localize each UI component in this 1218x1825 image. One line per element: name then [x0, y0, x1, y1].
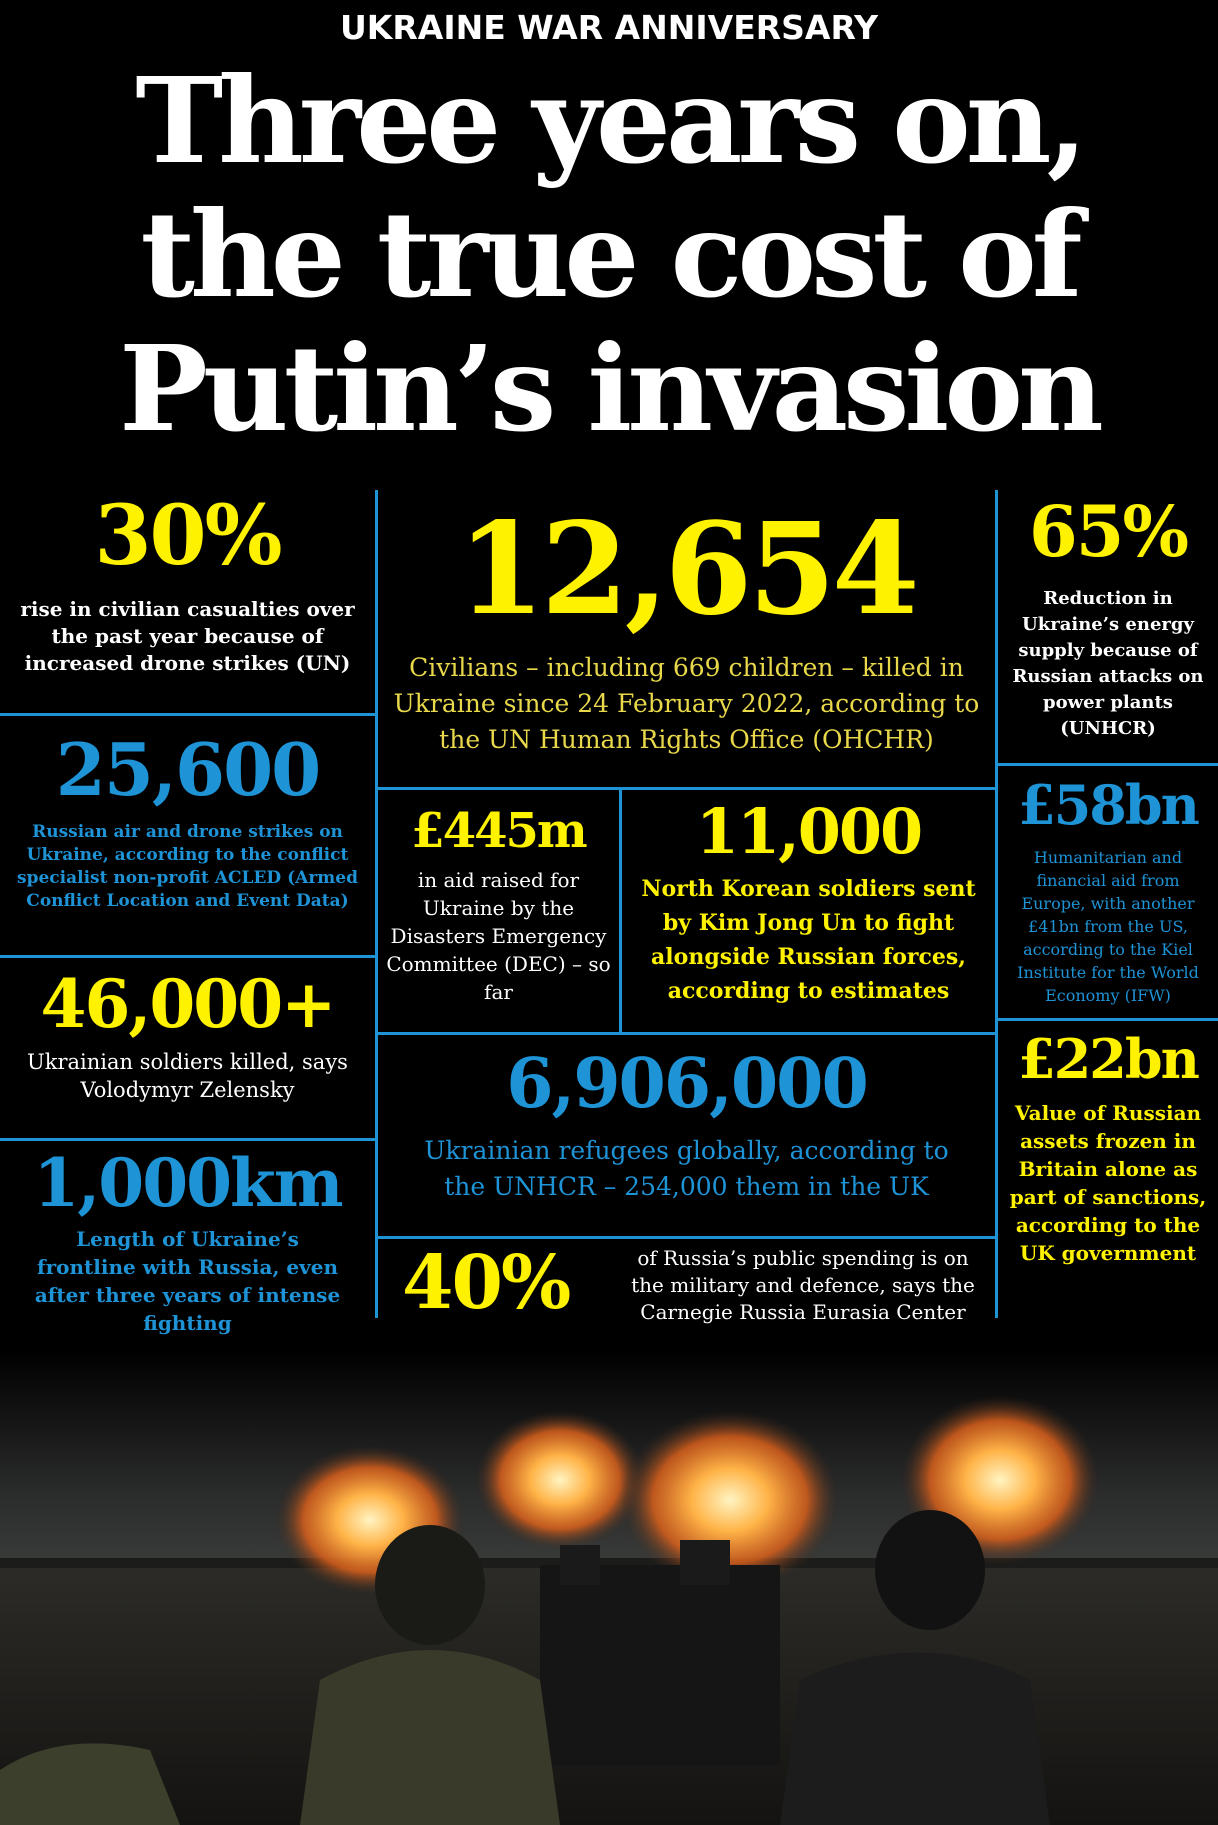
stat-value: 40%	[402, 1240, 570, 1326]
stat-text: Russian air and drone strikes on Ukraine, according to the conflict specialist non-profit ACLED (Armed Conflict Location and Event Data)	[17, 822, 358, 911]
stat-text: Ukrainian refugees globally, according to the UNHCR – 254,000 them in the UK	[424, 1136, 949, 1201]
headline-line-1: Three years on,	[135, 51, 1083, 190]
stat-value: 30%	[94, 488, 281, 584]
stat-frontline-length	[0, 1141, 375, 1337]
stat-value: 12,654	[457, 495, 916, 643]
stat-value: 6,906,000	[506, 1044, 867, 1124]
headline-line-3: Putin’s invasion	[119, 319, 1099, 458]
stat-civilians-killed	[378, 490, 995, 758]
stat-text: of Russia’s public spending is on the military and defence, says the Carnegie Russia Eurasia Center	[631, 1246, 975, 1324]
headline-line-2: the true cost of	[140, 185, 1078, 324]
stat-value: 25,600	[55, 727, 320, 812]
artillery-photo	[0, 1350, 1218, 1825]
stat-text: Value of Russian assets frozen in Britain alone as part of sanctions, according to the UK government	[1009, 1101, 1207, 1265]
stat-air-strikes	[0, 716, 375, 913]
stat-dec-aid	[378, 790, 619, 1006]
kicker: UKRAINE WAR ANNIVERSARY	[340, 8, 878, 47]
stat-text: Humanitarian and financial aid from Europe, with another £41bn from the US, according to the Kiel Institute for the World Economy (IFW)	[1017, 848, 1199, 1005]
stat-text: rise in civilian casualties over the past year because of increased drone strikes (UN)	[20, 597, 355, 675]
stat-value: £445m	[411, 803, 586, 859]
stat-energy-reduction	[998, 490, 1218, 742]
stat-value: 11,000	[695, 795, 922, 868]
stat-text: Ukrainian soldiers killed, says Volodymyr Zelensky	[27, 1050, 348, 1102]
stat-military-spending	[378, 1239, 995, 1326]
stat-value: 46,000+	[40, 965, 335, 1043]
stat-refugees	[378, 1035, 995, 1205]
stat-europe-aid	[998, 766, 1218, 1007]
stat-value: 1,000km	[33, 1144, 342, 1222]
stat-text: Reduction in Ukraine’s energy supply because of Russian attacks on power plants (UNHCR)	[1012, 588, 1204, 739]
stat-value: £22bn	[1018, 1027, 1198, 1091]
stat-text: in aid raised for Ukraine by the Disasters Emergency Committee (DEC) – so far	[386, 868, 611, 1004]
headline	[0, 51, 1218, 458]
stat-civilian-casualty-rise	[0, 490, 375, 677]
stat-value: £58bn	[1018, 773, 1198, 837]
stat-frozen-assets	[998, 1021, 1218, 1267]
stat-value: 65%	[1029, 490, 1187, 573]
stat-north-korean-soldiers	[622, 790, 995, 1008]
stat-text: Civilians – including 669 children – killed in Ukraine since 24 February 2022, according to the UN Human Rights Office (OHCHR)	[393, 653, 980, 754]
stat-soldiers-killed	[0, 958, 375, 1104]
stat-text: Length of Ukraine’s frontline with Russia, even after three years of intense fighting	[34, 1227, 341, 1335]
stat-text: North Korean soldiers sent by Kim Jong Un to fight alongside Russian forces, according to estimates	[641, 876, 976, 1004]
